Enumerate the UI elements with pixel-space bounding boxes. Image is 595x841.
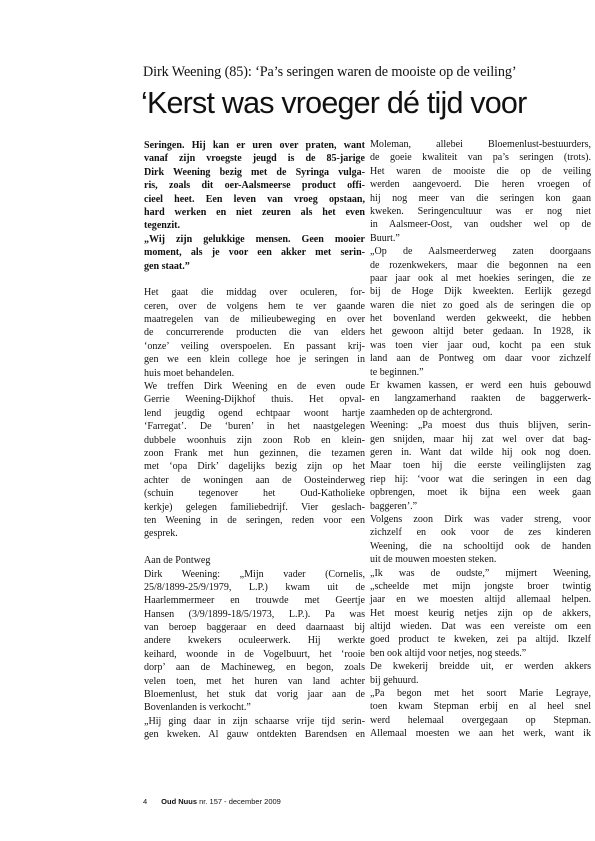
text-line: cieel heet. Een leven van vroeg opstaan, (144, 193, 365, 205)
text-line: te beginnen.” (370, 366, 424, 378)
text-line: moment, als je voor een akker met serin- (144, 247, 365, 259)
text-line: het bovenland werden gekweekt, die hebben (370, 313, 591, 325)
text-line: „scheelde met mijn jongste broer twintig (370, 580, 591, 592)
text-line: lend jeugdig ogend echtpaar woont hartje (144, 407, 365, 419)
text-line: was toen vier jaar oud, kocht pa een stuk (370, 339, 591, 351)
text-line: tegenzit. (144, 220, 180, 232)
text-line: goed product te kweken, zei pa altijd. Ikzelf (370, 634, 591, 646)
text-line: Het moest keurig netjes zijn op de akkers, (370, 607, 591, 619)
text-line: Dirk Weening bezig met de Syringa vulga- (144, 166, 365, 178)
text-line: in Aalsmeer-Oost, van oudsher wel op de (370, 219, 591, 231)
text-line: Weening, die na schooltijd ook de handen (370, 540, 591, 552)
text-line: de rozenkwekers, maar die begonnen na een (370, 259, 591, 271)
text-line: De kwekerij breidde uit, er werden akkers (370, 661, 591, 673)
text-line: keihard, woonde in de Vogelbuurt, het ‘rooie (144, 648, 365, 660)
text-line: Gerrie Weening-Dijkhof thuis. Het opval- (144, 394, 365, 406)
text-line: Seringen. Hij kan er uren over praten, want (144, 140, 365, 151)
text-line: met ‘opa Dirk’ dagelijks bezig zijn op het (144, 461, 365, 473)
text-line: ‘onze’ veiling overspoelen. En passant krij- (144, 340, 365, 352)
text-line: en langzamerhand raakten de baggerwerk- (370, 393, 591, 405)
paragraph-gap (144, 541, 365, 554)
left-column (144, 139, 365, 742)
text-line: zoon Frank met hun gezinnen, die tezamen (144, 447, 365, 459)
text-line: land aan de Pontweg om daar voor zichzelf (370, 353, 591, 365)
text-line: toen kwam Stepman erbij en al heel snel (370, 701, 591, 713)
text-line: bij gehuurd. (370, 674, 419, 686)
text-line: Bloemenlust, het stuk dat vorig jaar aan de (144, 689, 365, 701)
text-line: de goeie kwaliteit van pa’s seringen (trots). (370, 152, 591, 164)
right-column (370, 138, 591, 741)
text-line: Hansen (3/9/1899-18/5/1973, L.P.). Pa was (144, 608, 365, 620)
text-line: Aan de Pontweg (144, 555, 211, 567)
text-line: dubbele woonhuis zijn zoon Rob en klein- (144, 434, 365, 446)
text-line: „Wij zijn gelukkige mensen. Geen mooier (144, 233, 365, 245)
text-line: bij de Hoge Dijk kweekten. Eerlijk gezegd (370, 286, 591, 298)
text-line: riep hij: ‘voor wat die seringen in een dag (370, 473, 591, 485)
text-line: werden aangevoerd. Die heren vroegen of (370, 179, 591, 191)
text-line: Het gaat die middag over oculeren, for- (144, 287, 365, 299)
text-line: de concurrerende producten die van elders (144, 327, 365, 339)
paragraph-gap (144, 273, 365, 286)
text-line: opbrengen, moet ik bijna een week gaan (370, 487, 591, 499)
text-line: Buurt.” (370, 232, 400, 244)
text-line: gen snijden, maar hij zat wel over dat bag- (370, 433, 591, 445)
text-line: geren in. Want dat wilde hij ook nog doen. (370, 446, 591, 458)
text-line: (schuin tegenover het Oud-Katholieke (144, 488, 365, 500)
text-line: „Op de Aalsmeerderweg zaten doorgaans (370, 246, 591, 258)
text-line: „Ik was de oudste,” mijmert Weening, (370, 567, 591, 579)
text-line: vanaf zijn vroegste jeugd is de 85-jarige (144, 153, 365, 165)
text-line: ben ook altijd voor netjes, nog steeds.” (370, 647, 527, 659)
text-line: zaamheden op de achtergrond. (370, 406, 493, 418)
text-line: ceren, over de volgens hem te ver gaande (144, 300, 365, 312)
text-line: „Pa begon met het soort Marie Legraye, (370, 688, 591, 700)
article-kicker: Dirk Weening (85): ‘Pa’s seringen waren de mooiste op de veiling’ (143, 64, 517, 80)
text-line: ‘Farregat’. De ‘buren’ in het naastgelegen (144, 421, 365, 433)
text-line: gen we een klein college hoe je seringen in (144, 354, 365, 366)
text-line: Het waren de mooiste die op de veiling (370, 165, 591, 177)
text-line: andere kwekers oculeerwerk. Hij werkte (144, 635, 365, 647)
text-line: ten Weening in de seringen, reden voor een (144, 514, 365, 526)
text-line: Weening: „Pa moest dus thuis blijven, serin- (370, 420, 591, 432)
text-line: van beroep baggeraar en deed daarnaast bij (144, 622, 365, 634)
text-line: werd helemaal overgegaan op Stepman. (370, 714, 591, 726)
text-line: Bovenlanden is verkocht.” (144, 702, 251, 714)
text-line: kweken. Seringencultuur was er nog niet (370, 205, 591, 217)
magazine-name: Oud Nuus (161, 797, 198, 806)
page-number: 4 (143, 797, 148, 806)
text-line: velen toen, met het huren van land achter (144, 675, 365, 687)
text-line: altijd wieden. Dat was een vereiste om een (370, 621, 591, 633)
text-line: paar jaar ook al met hoekies seringen, die ze (370, 272, 591, 284)
text-line: het gewoon altijd beter gedaan. In 1928, ik (370, 326, 591, 338)
text-line: Moleman, allebei Bloemenlust-bestuurders, (370, 139, 591, 150)
text-line: zichzelf en ook voor de zes kinderen (370, 527, 591, 539)
text-line: achter de woningen aan de Oosteinderweg (144, 474, 365, 486)
issue-info: nr. 157 - december 2009 (199, 797, 281, 806)
text-line: ris, zoals dit oer-Aalsmeerse product offi- (144, 180, 365, 192)
text-line: uit de mouwen moesten steken. (370, 554, 497, 566)
text-line: dorp’ aan de Machineweg, en begon, zoals (144, 662, 365, 674)
text-line: Allemaal moesten we aan het werk, want ik (370, 728, 591, 740)
text-line: kerkje) gelegen familiebedrijf. Vier geslach- (144, 501, 365, 513)
text-line: Dirk Weening: „Mijn vader (Cornelis, (144, 568, 365, 580)
text-line: hard werken en niet zeuren als het even (144, 206, 365, 218)
text-line: waren die niet zo goed als de seringen die op (370, 299, 591, 311)
text-line: „Hij ging daar in zijn schaarse vrije tijd serin- (144, 715, 365, 727)
text-line: gen kweken. Al gauw ontdekten Barendsen en (144, 729, 365, 741)
text-line: Volgens zoon Dirk was vader streng, voor (370, 513, 591, 525)
text-line: gen staat.” (144, 260, 190, 272)
text-line: 25/8/1899-25/9/1979, L.P.) kwam uit de (144, 581, 365, 593)
page-footer (143, 797, 281, 806)
text-line: gesprek. (144, 528, 178, 540)
text-line: Haarlemmermeer en trouwde met Geertje (144, 595, 365, 607)
article-headline: ‘Kerst was vroeger dé tijd voor (141, 86, 527, 120)
text-line: baggeren’.” (370, 500, 418, 512)
text-line: Maar toen hij die eerste veilinglijsten zag (370, 460, 591, 472)
text-line: hij nog meer van die seringen kon gaan (370, 192, 591, 204)
text-line: huis moet behandelen. (144, 367, 235, 379)
text-line: Er kwamen kassen, er werd een huis gebouwd (370, 380, 591, 392)
text-line: jaar en we moesten altijd allemaal helpen. (370, 594, 591, 606)
text-line: maatregelen van de milieubeweging en over (144, 314, 365, 326)
text-line: We treffen Dirk Weening en de even oude (144, 381, 365, 393)
